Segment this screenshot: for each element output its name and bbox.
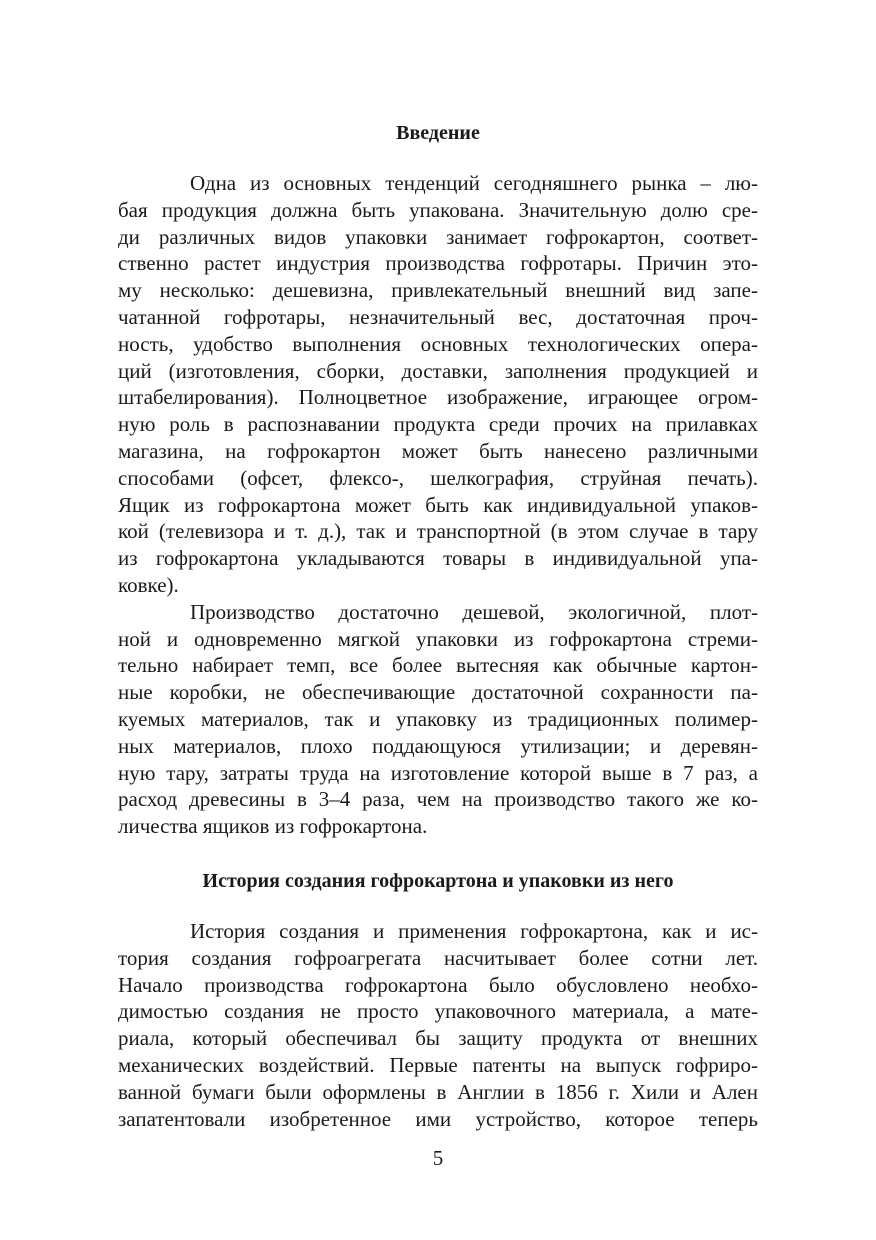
text-line: тельно набирает темп, все более вытесняя как обычные картон- <box>118 653 758 678</box>
text-line: Одна из основных тенденций сегодняшнего рынка – лю- <box>190 171 758 195</box>
text-line: риала, который обеспечивал бы защиту продукта от внешних <box>118 1026 758 1051</box>
section-title-history: История создания гофрокартона и упаковки из него <box>202 869 674 892</box>
text-line: механических воздействий. Первые патенты на выпуск гофриро- <box>118 1052 758 1077</box>
text-line: История создания и применения гофрокартона, как и ис- <box>190 918 758 943</box>
text-line: ные коробки, не обеспечивающие достаточной сохранности па- <box>118 680 758 705</box>
text-line: ных материалов, плохо поддающуюся утилизации; и деревян- <box>118 733 758 758</box>
text-line: запатентовали изобретенное ими устройство, которое теперь <box>118 1106 758 1131</box>
text-line: тория создания гофроагрегата насчитывает более сотни лет. <box>118 945 758 970</box>
text-line: ди различных видов упаковки занимает гофрокартон, соответ- <box>118 224 758 249</box>
text-line: бая продукция должна быть упакована. Значительную долю сре- <box>118 197 758 222</box>
paragraph <box>118 170 758 599</box>
paragraph <box>118 918 758 1132</box>
text-line: способами (офсет, флексо-, шелкография, струйная печать). <box>118 465 758 490</box>
text-line: димостью создания не просто упаковочного материала, а мате- <box>118 999 758 1024</box>
text-line: Производство достаточно дешевой, экологичной, плот- <box>190 599 758 624</box>
text-line: Начало производства гофрокартона было обусловлено необхо- <box>118 972 758 997</box>
text-line: Ящик из гофрокартона может быть как индивидуальной упаков- <box>118 492 758 517</box>
text-line: му несколько: дешевизна, привлекательный внешний вид запе- <box>118 278 758 303</box>
paragraph <box>118 599 758 840</box>
text-line: ственно растет индустрия производства гофротары. Причин это- <box>118 251 758 276</box>
text-line: ковке). <box>118 572 179 597</box>
text-line: ную роль в распознавании продукта среди прочих на прилавках <box>118 412 758 437</box>
history-text <box>118 918 758 1132</box>
section-title-intro: Введение <box>396 122 480 144</box>
text-line: магазина, на гофрокартон может быть нанесено различными <box>118 438 758 463</box>
text-line: штабелирования). Полноцветное изображение, играющее огром- <box>118 385 758 410</box>
text-line: расход древесины в 3–4 раза, чем на производство такого же ко- <box>118 787 758 812</box>
intro-text <box>118 170 758 840</box>
text-line: ванной бумаги были оформлены в Англии в 1856 г. Хили и Ален <box>118 1079 758 1104</box>
text-line: куемых материалов, так и упаковку из традиционных полимер- <box>118 706 758 731</box>
text-line: ность, удобство выполнения основных технологических опера- <box>118 331 758 356</box>
page-body <box>118 118 758 1132</box>
text-line: ную тару, затраты труда на изготовление которой выше в 7 раз, а <box>118 760 758 785</box>
page-number: 5 <box>432 1146 444 1170</box>
text-line: ций (изготовления, сборки, доставки, заполнения продукцией и <box>118 358 758 383</box>
text-line: личества ящиков из гофрокартона. <box>118 814 428 839</box>
text-line: кой (телевизора и т. д.), так и транспортной (в этом случае в тару <box>118 519 758 544</box>
text-line: ной и одновременно мягкой упаковки из гофрокартона стреми- <box>118 626 758 651</box>
text-line: из гофрокартона укладываются товары в индивидуальной упа- <box>118 546 758 571</box>
text-line: чатанной гофротары, незначительный вес, достаточная проч- <box>118 304 758 329</box>
